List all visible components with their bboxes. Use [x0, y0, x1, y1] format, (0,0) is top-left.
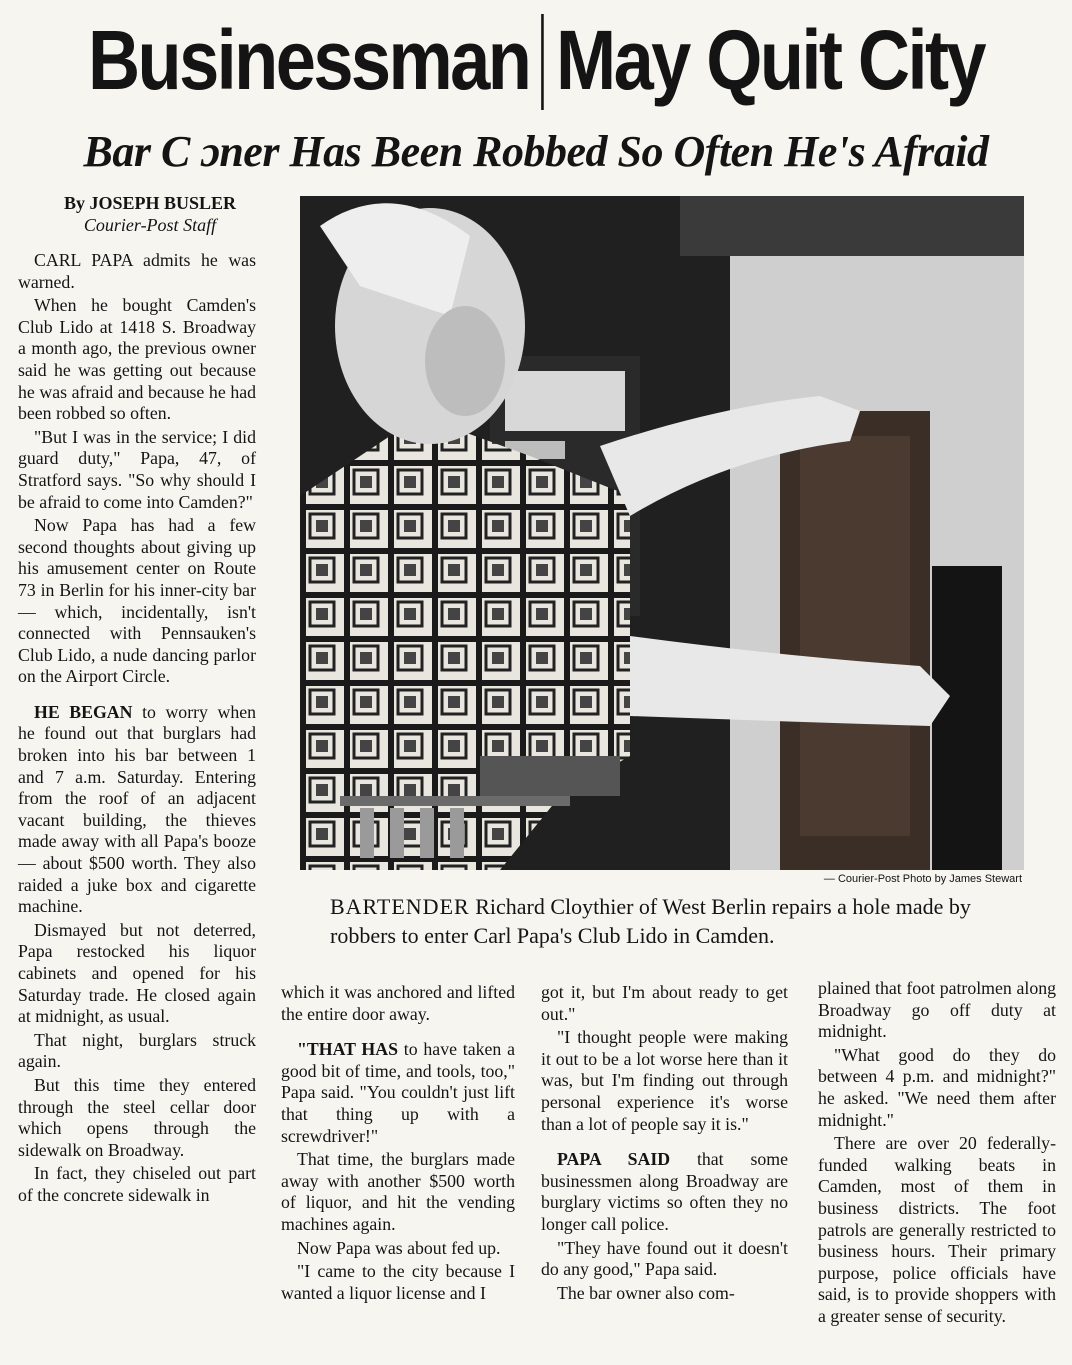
- paragraph: That night, burglars struck again.: [18, 1029, 256, 1072]
- paragraph: PAPA SAID that some businessmen along Broadway are burglary victims so often they no longer call police.: [541, 1149, 788, 1234]
- article-column-1: [18, 250, 256, 1209]
- paragraph: HE BEGAN to worry when he found out that burglars had broken into his bar between 1 and 7 a.m. Saturday. Entering from the roof of an adjacent vacant building, the thieves made away with all Papa's booze — about $500 worth. They also raided a juke box and cigarette machine.: [18, 701, 256, 917]
- news-photo: [300, 196, 1024, 870]
- subheadline: Bar C ɔner Has Been Robbed So Often He's Afraid: [83, 127, 989, 176]
- paragraph: "They have found out it doesn't do any good," Papa said.: [541, 1237, 788, 1280]
- article-column-2: [281, 982, 515, 1306]
- paragraph: "I came to the city because I wanted a liquor license and I: [281, 1261, 515, 1303]
- paragraph: But this time they entered through the steel cellar door which opens through the sidewalk on Broadway.: [18, 1074, 256, 1160]
- paragraph: When he bought Camden's Club Lido at 1418 S. Broadway a month ago, the previous owner said he was getting out because he was afraid and because he had been robbed so often.: [18, 295, 256, 424]
- byline: [20, 192, 280, 236]
- byline-staff: Courier-Post Staff: [83, 215, 217, 235]
- paragraph: plained that foot patrolmen along Broadway go off duty at midnight.: [818, 978, 1056, 1042]
- paragraph: The bar owner also com-: [557, 1282, 735, 1303]
- caption-text: Richard Cloythier of West Berlin repairs a hole made by robbers to enter Carl Papa's Club Lido in Camden.: [330, 894, 971, 948]
- byline-author: By JOSEPH BUSLER: [63, 193, 237, 213]
- section-lead: HE BEGAN: [34, 701, 133, 722]
- paragraph: Now Papa was about fed up.: [297, 1237, 501, 1258]
- paragraph: Now Papa has had a few second thoughts about giving up his amusement center on Route 73 in Berlin for his inner-city bar — which, incidentally, isn't connected with Pennsauken's Club Lido, a nude dancing parlor on the Airport Circle.: [18, 515, 256, 687]
- paragraph: CARL PAPA admits he was warned.: [18, 250, 256, 292]
- article-column-3: [541, 982, 788, 1306]
- headline-left: Businessman: [87, 13, 530, 107]
- paragraph: "What good do they do between 4 p.m. and midnight?" he asked. "We need them after midnight.": [818, 1044, 1056, 1130]
- section-lead: PAPA SAID: [557, 1149, 671, 1170]
- paragraph: There are over 20 federally-funded walking beats in Camden, most of them in business districts. The foot patrols are generally restricted to business hours. Their primary purpose, police officials have said, is to provide shoppers with a greater sense of security.: [818, 1133, 1056, 1326]
- headline: [75, 8, 997, 120]
- paragraph: "THAT HAS to have taken a good bit of time, and tools, too," Papa said. "You couldn't just lift that thing up with a screwdriver!": [281, 1039, 515, 1146]
- article-column-4: [818, 978, 1056, 1330]
- photo-caption: [330, 892, 1030, 950]
- paragraph: "But I was in the service; I did guard duty," Papa, 47, of Stratford says. "So why should I be afraid to come into Camden?": [18, 426, 256, 512]
- headline-divider: [541, 14, 544, 110]
- photo-credit: — Courier-Post Photo by James Stewart: [823, 873, 1022, 885]
- caption-lead: BARTENDER: [330, 894, 470, 919]
- paragraph: In fact, they chiseled out part of the concrete sidewalk in: [18, 1163, 256, 1205]
- paragraph: which it was anchored and lifted the entire door away.: [281, 982, 515, 1024]
- section-lead: "THAT HAS: [297, 1039, 398, 1060]
- headline-right: May Quit City: [555, 13, 985, 107]
- paragraph: Dismayed but not deterred, Papa restocked his liquor cabinets and opened for his Saturday trade. He closed again at midnight, as usual.: [18, 919, 256, 1027]
- paragraph: That time, the burglars made away with another $500 worth of liquor, and hit the vending machines again.: [281, 1149, 515, 1234]
- paragraph: "I thought people were making it out to be a lot worse here than it was, but I'm finding out through personal experience it's worse than a lot of people say it is.": [541, 1027, 788, 1134]
- paragraph: got it, but I'm about ready to get out.": [541, 982, 788, 1024]
